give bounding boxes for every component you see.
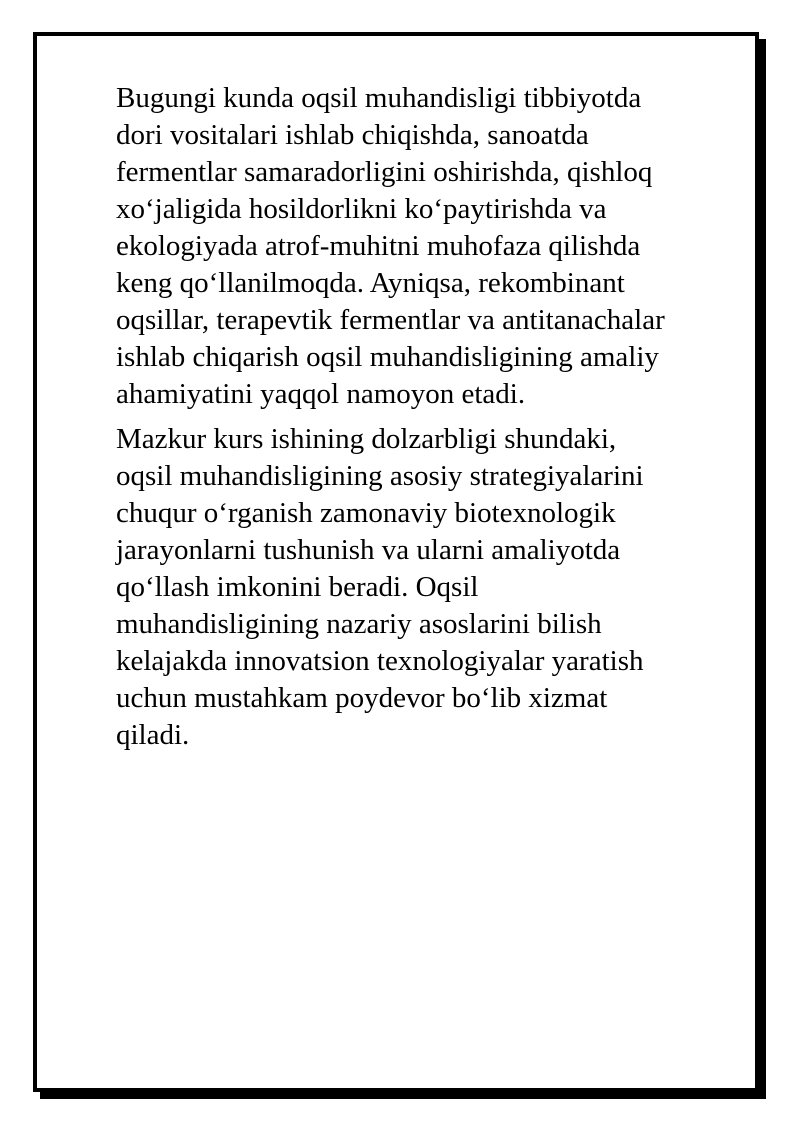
text-line: chuqur o‘rganish zamonaviy biotexnologik — [116, 497, 616, 529]
text-line: xo‘jaligida hosildorlikni ko‘paytirishda va — [116, 193, 607, 225]
text-line: qiladi. — [116, 719, 190, 751]
document-body — [116, 80, 736, 754]
text-line: Bugungi kunda oqsil muhandisligi tibbiyotda — [116, 82, 642, 114]
text-line: ishlab chiqarish oqsil muhandisligining amaliy — [116, 341, 659, 373]
text-line: fermentlar samaradorligini oshirishda, qishloq — [116, 156, 653, 188]
text-line: kelajakda innovatsion texnologiyalar yaratish — [116, 645, 644, 677]
text-line: muhandisligining nazariy asoslarini bilish — [116, 608, 602, 640]
paragraph-1 — [116, 80, 736, 413]
text-line: Mazkur kurs ishining dolzarbligi shundaki, — [116, 423, 617, 455]
text-line: ekologiyada atrof-muhitni muhofaza qilishda — [116, 230, 641, 262]
text-line: keng qo‘llanilmoqda. Ayniqsa, rekombinant — [116, 267, 625, 299]
text-line: ahamiyatini yaqqol namoyon etadi. — [116, 378, 526, 410]
paragraph-2 — [116, 421, 736, 754]
text-line: oqsil muhandisligining asosiy strategiyalarini — [116, 460, 644, 492]
text-line: dori vositalari ishlab chiqishda, sanoatda — [116, 119, 589, 151]
text-line: oqsillar, terapevtik fermentlar va antitanachalar — [116, 304, 665, 336]
text-line: jarayonlarni tushunish va ularni amaliyotda — [116, 534, 621, 566]
text-line: uchun mustahkam poydevor bo‘lib xizmat — [116, 682, 608, 714]
text-line: qo‘llash imkonini beradi. Oqsil — [116, 571, 479, 603]
